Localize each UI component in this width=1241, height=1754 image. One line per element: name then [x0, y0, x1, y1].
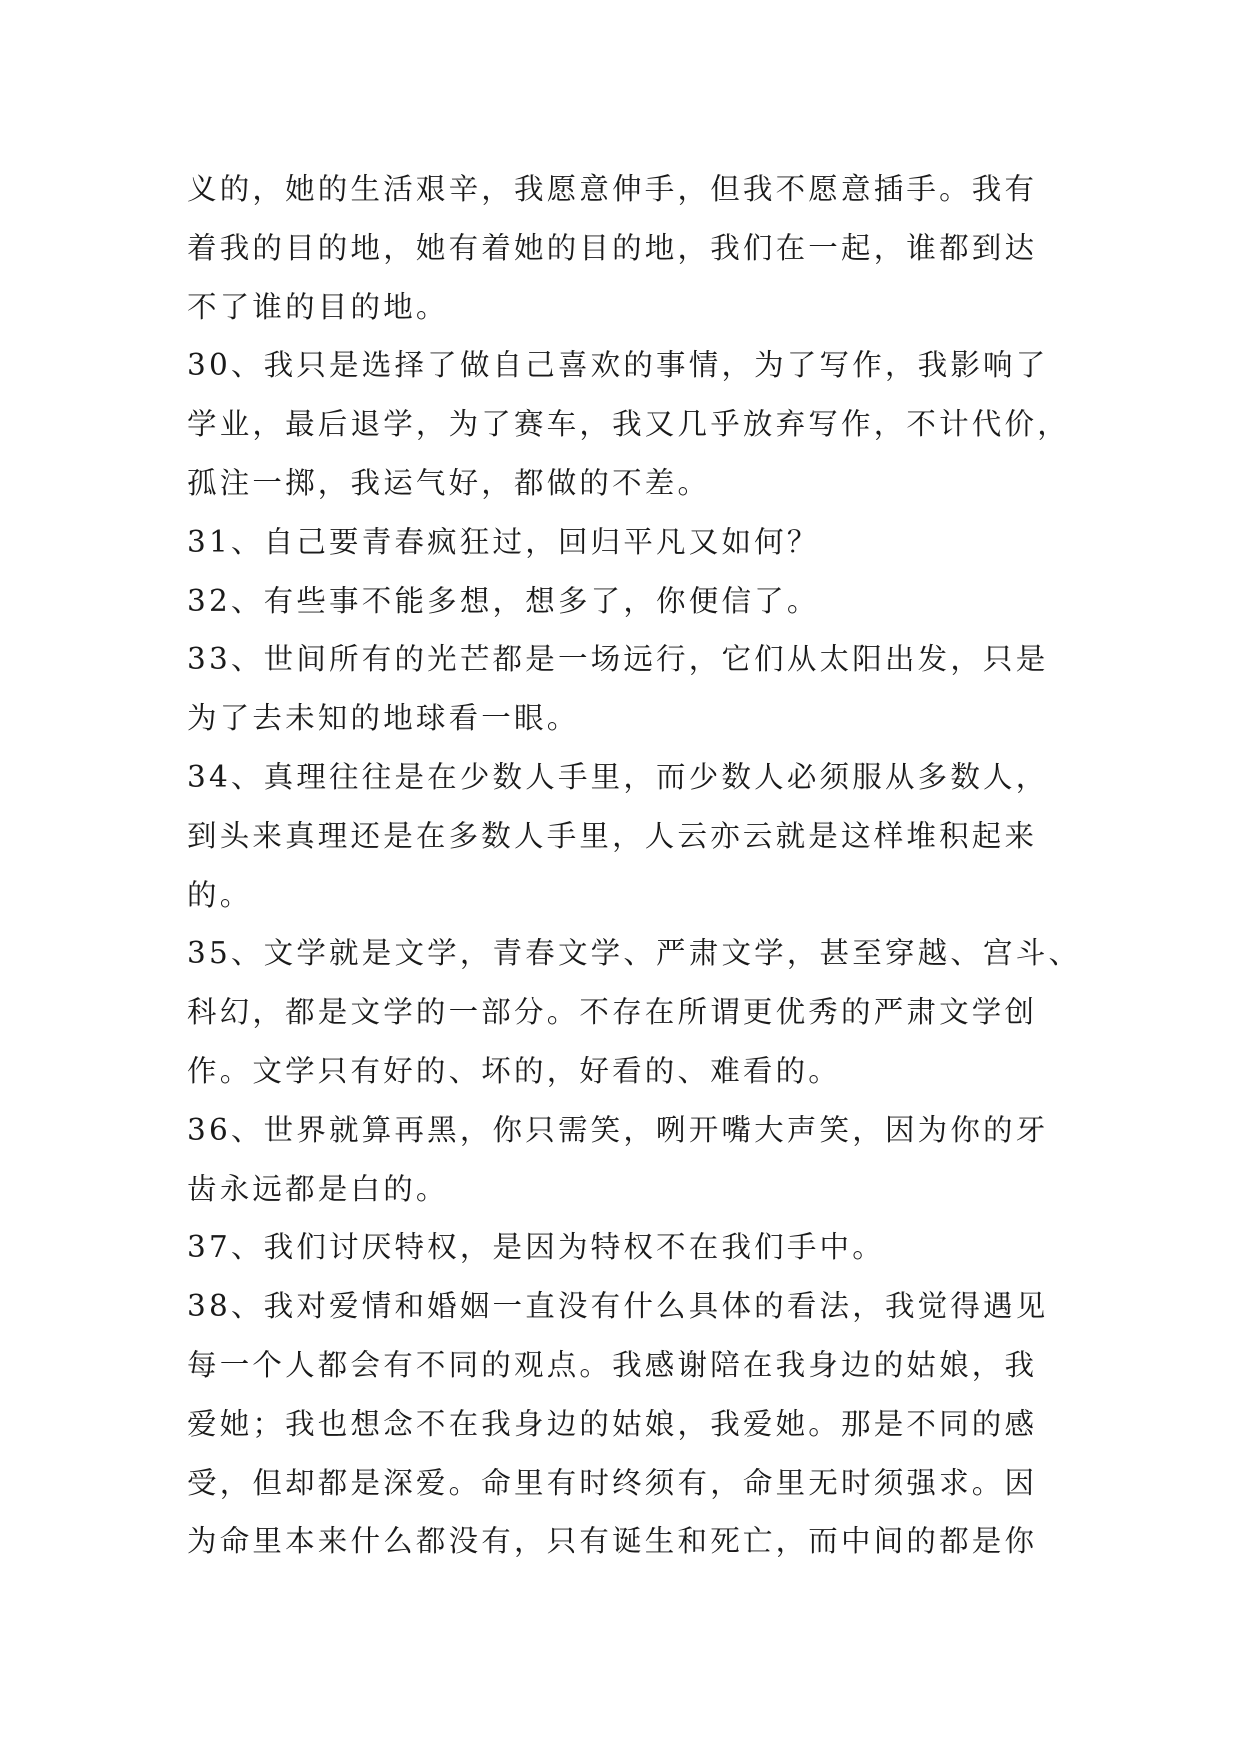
paragraph-item-38	[187, 1277, 1067, 1571]
paragraph-item-31	[187, 513, 1067, 572]
text-line: 学业，最后退学，为了赛车，我又几乎放弃写作，不计代价，	[187, 407, 1070, 442]
paragraph-item-34	[187, 748, 1067, 924]
paragraph-item-32	[187, 572, 1067, 631]
text-line: 到头来真理还是在多数人手里，人云亦云就是这样堆积起来	[187, 818, 1038, 853]
text-line: 37、我们讨厌特权，是因为特权不在我们手中。	[187, 1230, 885, 1265]
text-line: 义的，她的生活艰辛，我愿意伸手，但我不愿意插手。我有	[187, 172, 1038, 206]
text-line: 受，但却都是深爱。命里有时终须有，命里无时须强求。因	[187, 1465, 1038, 1500]
text-line: 36、世界就算再黑，你只需笑，咧开嘴大声笑，因为你的牙	[187, 1112, 1049, 1147]
document-body	[187, 160, 1082, 1571]
text-line: 38、我对爱情和婚姻一直没有什么具体的看法，我觉得遇见	[187, 1289, 1049, 1324]
text-line: 爱她；我也想念不在我身边的姑娘，我爱她。那是不同的感	[187, 1406, 1038, 1441]
text-line: 作。文学只有好的、坏的，好看的、难看的。	[187, 1053, 842, 1088]
text-line: 孤注一掷，我运气好，都做的不差。	[187, 465, 711, 500]
text-line: 每一个人都会有不同的观点。我感谢陪在我身边的姑娘，我	[187, 1347, 1038, 1382]
paragraph-item-35	[187, 924, 1082, 1100]
text-line: 33、世间所有的光芒都是一场远行，它们从太阳出发，只是	[187, 642, 1049, 677]
text-line: 着我的目的地，她有着她的目的地，我们在一起，谁都到达	[187, 230, 1038, 265]
paragraph-item-36	[187, 1101, 1067, 1219]
paragraph-item-37	[187, 1218, 1067, 1277]
text-line: 34、真理往往是在少数人手里，而少数人必须服从多数人，	[187, 759, 1049, 794]
text-line: 不了谁的目的地。	[187, 289, 449, 324]
text-line: 32、有些事不能多想，想多了，你便信了。	[187, 583, 820, 618]
text-line: 35、文学就是文学，青春文学、严肃文学，甚至穿越、宫斗、	[187, 936, 1082, 971]
text-line: 为命里本来什么都没有，只有诞生和死亡，而中间的都是你	[187, 1524, 1038, 1559]
text-line: 齿永远都是白的。	[187, 1171, 449, 1206]
paragraph-continuation	[187, 160, 1067, 336]
paragraph-item-33	[187, 630, 1067, 748]
text-line: 30、我只是选择了做自己喜欢的事情，为了写作，我影响了	[187, 348, 1049, 383]
text-line: 科幻，都是文学的一部分。不存在所谓更优秀的严肃文学创	[187, 995, 1038, 1030]
text-line: 31、自己要青春疯狂过，回归平凡又如何？	[187, 524, 820, 559]
text-line: 的。	[187, 877, 253, 912]
paragraph-item-30	[187, 336, 1070, 512]
text-line: 为了去未知的地球看一眼。	[187, 701, 580, 736]
